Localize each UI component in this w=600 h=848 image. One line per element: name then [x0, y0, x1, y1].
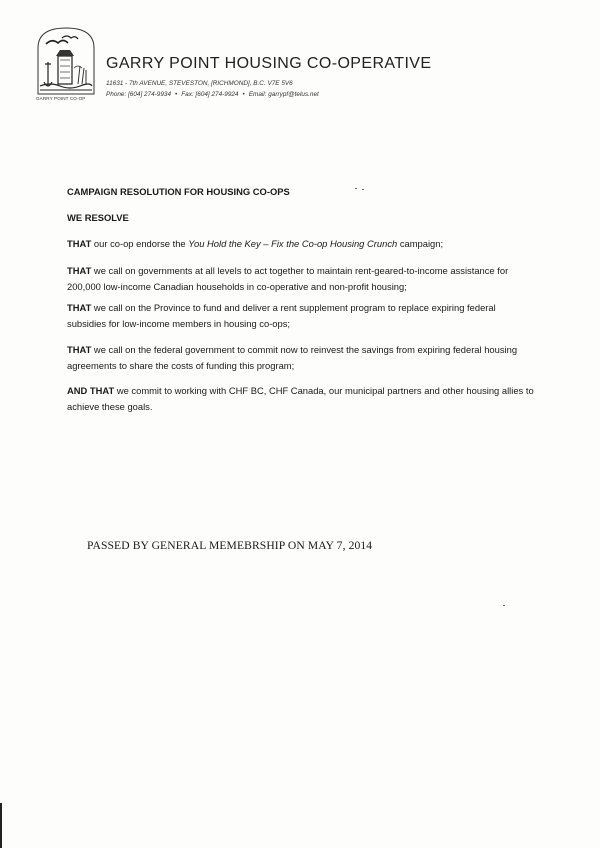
- resolution-lead: THAT: [67, 265, 92, 276]
- scan-edge: [0, 803, 2, 848]
- separator: •: [242, 91, 245, 98]
- logo-caption: GARRY POINT CO-OP: [36, 96, 86, 101]
- resolution-lead: THAT: [67, 302, 92, 313]
- logo: [34, 22, 98, 106]
- email-address: Email: garrypf@telus.net: [248, 91, 319, 98]
- organization-name: GARRY POINT HOUSING CO-OPERATIVE: [106, 55, 432, 72]
- scan-speck: [503, 605, 505, 606]
- fax-number: Fax: [604] 274-9924: [181, 91, 239, 98]
- organization-address: 11631 - 7th AVENUE, STEVESTON, [RICHMOND], B.C. V7E 5V6: [106, 80, 293, 87]
- resolution-paragraph: AND THAT we commit to working with CHF BC, CHF Canada, our municipal partners and other housing allies to achieve these goals.: [67, 385, 534, 412]
- resolution-paragraph: THAT we call on the federal government to commit now to reinvest the savings from expiring federal housing agreements to share the costs of funding this program;: [67, 344, 518, 371]
- campaign-name: You Hold the Key – Fix the Co-op Housing Crunch: [188, 238, 398, 249]
- resolution-paragraph: THAT our co-op endorse the You Hold the Key – Fix the Co-op Housing Crunch campaign;: [67, 238, 444, 249]
- resolution-paragraph: THAT we call on governments at all levels to act together to maintain rent-geared-to-income assistance for 200,000 low-income Canadian households in co-operative and non-profit housing;: [67, 265, 509, 292]
- resolution-lead: THAT: [67, 344, 92, 355]
- organization-contact: [106, 91, 319, 98]
- document-title: CAMPAIGN RESOLUTION FOR HOUSING CO-OPS: [67, 186, 290, 197]
- resolution-lead: THAT: [67, 238, 92, 249]
- scan-speck: [355, 188, 357, 189]
- lighthouse-seal-icon: [34, 22, 98, 106]
- passed-note: PASSED BY GENERAL MEMEBRSHIP ON MAY 7, 2014: [87, 539, 373, 552]
- separator: •: [175, 91, 178, 98]
- phone-number: Phone: [604] 274-9934: [106, 91, 172, 98]
- resolution-paragraph: THAT we call on the Province to fund and deliver a rent supplement program to replace expiring federal subsidies for low-income members in housing co-ops;: [67, 302, 496, 329]
- resolution-lead: AND THAT: [67, 385, 115, 396]
- scan-speck: [362, 189, 364, 190]
- document-subtitle: WE RESOLVE: [67, 212, 129, 223]
